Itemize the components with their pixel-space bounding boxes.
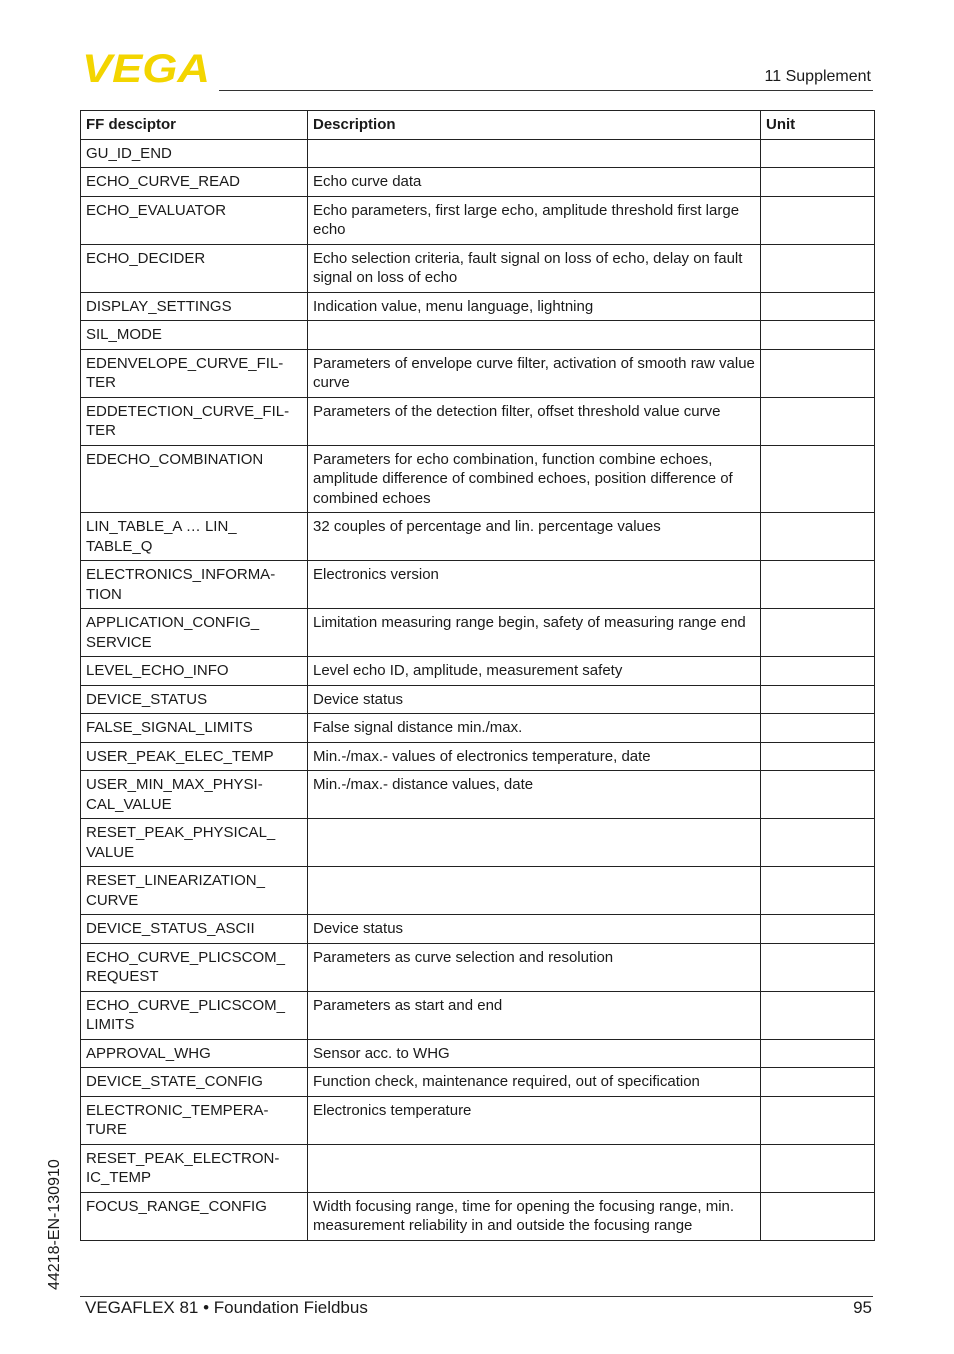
table-row [81, 513, 875, 561]
table-row [81, 1068, 875, 1097]
ff-descriptor-cell: EDENVELOPE_CURVE_FIL-TER [81, 349, 308, 397]
description-cell: Electronics version [308, 561, 761, 609]
description-cell: Device status [308, 685, 761, 714]
description-cell: Parameters as start and end [308, 991, 761, 1039]
unit-cell [761, 244, 875, 292]
ff-descriptor-cell: DEVICE_STATUS [81, 685, 308, 714]
description-cell [308, 139, 761, 168]
table-body [81, 139, 875, 1240]
description-cell: Echo parameters, first large echo, amplitude threshold first large echo [308, 196, 761, 244]
table-row [81, 1096, 875, 1144]
table-row [81, 139, 875, 168]
unit-cell [761, 915, 875, 944]
table-row [81, 943, 875, 991]
table-row [81, 991, 875, 1039]
table-row [81, 244, 875, 292]
unit-cell [761, 321, 875, 350]
unit-cell [761, 609, 875, 657]
ff-descriptor-table [80, 110, 875, 1241]
description-cell: Limitation measuring range begin, safety of measuring range end [308, 609, 761, 657]
table-row [81, 397, 875, 445]
ff-descriptor-cell: ECHO_DECIDER [81, 244, 308, 292]
ff-descriptor-cell: ELECTRONIC_TEMPERA-TURE [81, 1096, 308, 1144]
table-row [81, 292, 875, 321]
footer-rule [80, 1296, 873, 1297]
description-cell: False signal distance min./max. [308, 714, 761, 743]
table-row [81, 561, 875, 609]
unit-cell [761, 513, 875, 561]
ff-descriptor-cell: USER_PEAK_ELEC_TEMP [81, 742, 308, 771]
section-label: 11 Supplement [764, 68, 871, 85]
unit-cell [761, 196, 875, 244]
ff-descriptor-cell: DEVICE_STATUS_ASCII [81, 915, 308, 944]
ff-descriptor-cell: GU_ID_END [81, 139, 308, 168]
table-row [81, 321, 875, 350]
unit-cell [761, 1096, 875, 1144]
unit-cell [761, 445, 875, 513]
description-cell: Electronics temperature [308, 1096, 761, 1144]
header-rule [219, 90, 873, 91]
header-ff-descriptor: FF desciptor [81, 111, 308, 140]
description-cell: Parameters of the detection filter, offset threshold value curve [308, 397, 761, 445]
ff-descriptor-cell: ELECTRONICS_INFORMA-TION [81, 561, 308, 609]
footer-title: VEGAFLEX 81 • Foundation Fieldbus [85, 1298, 368, 1317]
unit-cell [761, 819, 875, 867]
unit-cell [761, 943, 875, 991]
unit-cell [761, 349, 875, 397]
table-row [81, 196, 875, 244]
description-cell: Device status [308, 915, 761, 944]
table-row [81, 771, 875, 819]
description-cell: Sensor acc. to WHG [308, 1039, 761, 1068]
description-cell: Echo selection criteria, fault signal on loss of echo, delay on fault signal on loss of echo [308, 244, 761, 292]
unit-cell [761, 657, 875, 686]
ff-descriptor-cell: ECHO_CURVE_READ [81, 168, 308, 197]
table-header-row [81, 111, 875, 140]
description-cell [308, 1144, 761, 1192]
description-cell: Level echo ID, amplitude, measurement safety [308, 657, 761, 686]
ff-descriptor-cell: RESET_LINEARIZATION_ CURVE [81, 867, 308, 915]
document-code: 44218-EN-130910 [46, 1159, 63, 1290]
ff-descriptor-cell: APPROVAL_WHG [81, 1039, 308, 1068]
header-description: Description [308, 111, 761, 140]
table-row [81, 685, 875, 714]
unit-cell [761, 771, 875, 819]
page-number: 95 [853, 1298, 872, 1317]
table-row [81, 714, 875, 743]
ff-descriptor-cell: EDDETECTION_CURVE_FIL-TER [81, 397, 308, 445]
unit-cell [761, 561, 875, 609]
header-unit: Unit [761, 111, 875, 140]
description-cell: 32 couples of percentage and lin. percentage values [308, 513, 761, 561]
unit-cell [761, 867, 875, 915]
table-row [81, 915, 875, 944]
table-row [81, 168, 875, 197]
description-cell: Parameters as curve selection and resolution [308, 943, 761, 991]
table-row [81, 1039, 875, 1068]
ff-descriptor-cell: EDECHO_COMBINATION [81, 445, 308, 513]
table-row [81, 1192, 875, 1240]
ff-descriptor-cell: RESET_PEAK_PHYSICAL_ VALUE [81, 819, 308, 867]
unit-cell [761, 168, 875, 197]
unit-cell [761, 1068, 875, 1097]
description-cell: Parameters of envelope curve filter, activation of smooth raw value curve [308, 349, 761, 397]
unit-cell [761, 397, 875, 445]
ff-descriptor-cell: ECHO_CURVE_PLICSCOM_ LIMITS [81, 991, 308, 1039]
ff-descriptor-cell: RESET_PEAK_ELECTRON-IC_TEMP [81, 1144, 308, 1192]
logo-wordmark: VEGA [82, 51, 210, 84]
table-row [81, 742, 875, 771]
description-cell: Min.-/max.- values of electronics temperature, date [308, 742, 761, 771]
ff-descriptor-cell: APPLICATION_CONFIG_ SERVICE [81, 609, 308, 657]
description-cell: Echo curve data [308, 168, 761, 197]
description-cell [308, 819, 761, 867]
unit-cell [761, 139, 875, 168]
ff-descriptor-cell: DEVICE_STATE_CONFIG [81, 1068, 308, 1097]
ff-descriptor-cell: ECHO_EVALUATOR [81, 196, 308, 244]
ff-descriptor-cell: LIN_TABLE_A … LIN_ TABLE_Q [81, 513, 308, 561]
ff-descriptor-cell: LEVEL_ECHO_INFO [81, 657, 308, 686]
table-row [81, 445, 875, 513]
unit-cell [761, 292, 875, 321]
ff-descriptor-cell: ECHO_CURVE_PLICSCOM_ REQUEST [81, 943, 308, 991]
description-cell [308, 321, 761, 350]
description-cell: Function check, maintenance required, out of specification [308, 1068, 761, 1097]
table-row [81, 819, 875, 867]
ff-descriptor-cell: SIL_MODE [81, 321, 308, 350]
description-cell: Width focusing range, time for opening the focusing range, min. measurement reliability in and outside the focusing range [308, 1192, 761, 1240]
description-cell: Parameters for echo combination, function combine echoes, amplitude difference of combined echoes, position difference of combined echoes [308, 445, 761, 513]
ff-descriptor-cell: FOCUS_RANGE_CONFIG [81, 1192, 308, 1240]
table-row [81, 657, 875, 686]
description-cell: Indication value, menu language, lightning [308, 292, 761, 321]
unit-cell [761, 685, 875, 714]
table-row [81, 867, 875, 915]
ff-descriptor-cell: FALSE_SIGNAL_LIMITS [81, 714, 308, 743]
table-row [81, 609, 875, 657]
unit-cell [761, 1039, 875, 1068]
description-cell [308, 867, 761, 915]
unit-cell [761, 714, 875, 743]
ff-descriptor-cell: USER_MIN_MAX_PHYSI-CAL_VALUE [81, 771, 308, 819]
unit-cell [761, 991, 875, 1039]
table-row [81, 349, 875, 397]
unit-cell [761, 1144, 875, 1192]
description-cell: Min.-/max.- distance values, date [308, 771, 761, 819]
unit-cell [761, 1192, 875, 1240]
vega-logo [82, 51, 212, 84]
ff-descriptor-cell: DISPLAY_SETTINGS [81, 292, 308, 321]
table-row [81, 1144, 875, 1192]
unit-cell [761, 742, 875, 771]
